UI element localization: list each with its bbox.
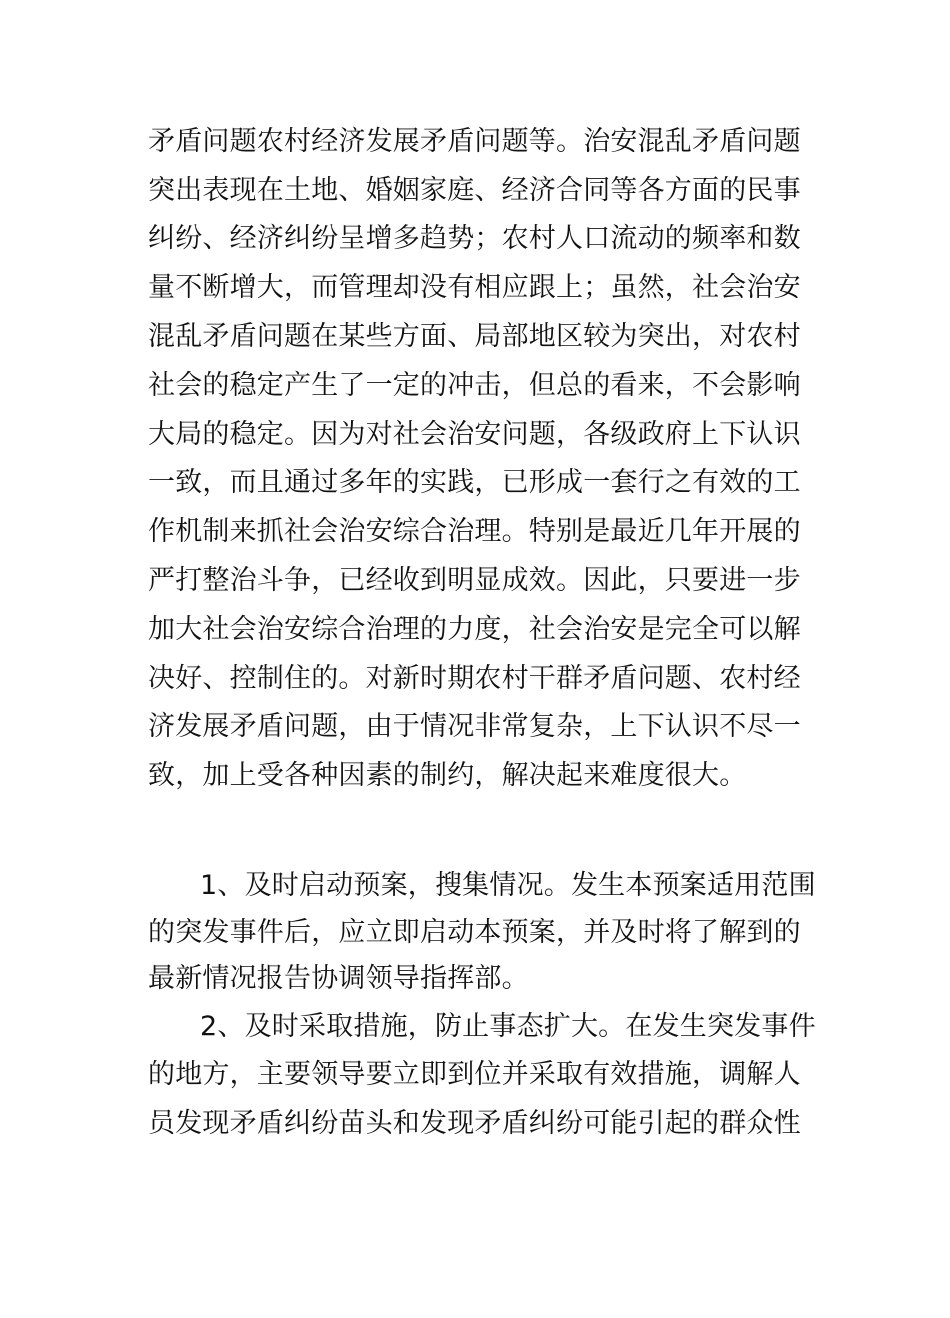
paragraph-1-line-5: 混乱矛盾问题在某些方面、局部地区较为突出，对农村 bbox=[148, 321, 801, 352]
item-1-line-3: 最新情况报告协调领导指挥部。 bbox=[148, 963, 529, 994]
paragraph-1-line-14: 致，加上受各种因素的制约，解决起来难度很大。 bbox=[148, 760, 747, 791]
paragraph-1-line-10: 严打整治斗争，已经收到明显成效。因此，只要进一步 bbox=[148, 565, 801, 596]
paragraph-1-line-12: 决好、控制住的。对新时期农村干群矛盾问题、农村经 bbox=[148, 663, 801, 694]
paragraph-1-line-8: 一致，而且通过多年的实践，已形成一套行之有效的工 bbox=[148, 467, 801, 498]
paragraph-1-line-11: 加大社会治安综合治理的力度，社会治安是完全可以解 bbox=[148, 614, 801, 645]
paragraph-1-line-4: 量不断增大，而管理却没有相应跟上；虽然，社会治安 bbox=[148, 272, 801, 303]
item-1-line-2: 的突发事件后，应立即启动本预案，并及时将了解到的 bbox=[148, 917, 801, 948]
paragraph-1-line-9: 作机制来抓社会治安综合治理。特别是最近几年开展的 bbox=[148, 516, 801, 547]
paragraph-1-line-1: 矛盾问题农村经济发展矛盾问题等。治安混乱矛盾问题 bbox=[148, 126, 801, 157]
item-2-line-3: 员发现矛盾纠纷苗头和发现矛盾纠纷可能引起的群众性 bbox=[148, 1108, 801, 1139]
paragraph-1-line-2: 突出表现在土地、婚姻家庭、经济合同等各方面的民事 bbox=[148, 175, 801, 206]
paragraph-1-line-13: 济发展矛盾问题，由于情况非常复杂，上下认识不尽一 bbox=[148, 711, 801, 742]
paragraph-1-line-6: 社会的稳定产生了一定的冲击，但总的看来，不会影响 bbox=[148, 370, 801, 401]
paragraph-1-line-3: 纠纷、经济纠纷呈增多趋势；农村人口流动的频率和数 bbox=[148, 223, 801, 254]
paragraph-1-line-7: 大局的稳定。因为对社会治安问题，各级政府上下认识 bbox=[148, 419, 801, 450]
item-1-line-1: 1、及时启动预案，搜集情况。发生本预案适用范围 bbox=[200, 870, 816, 901]
item-2-line-1: 2、及时采取措施，防止事态扩大。在发生突发事件 bbox=[200, 1011, 816, 1042]
item-2-line-2: 的地方，主要领导要立即到位并采取有效措施，调解人 bbox=[148, 1059, 801, 1090]
